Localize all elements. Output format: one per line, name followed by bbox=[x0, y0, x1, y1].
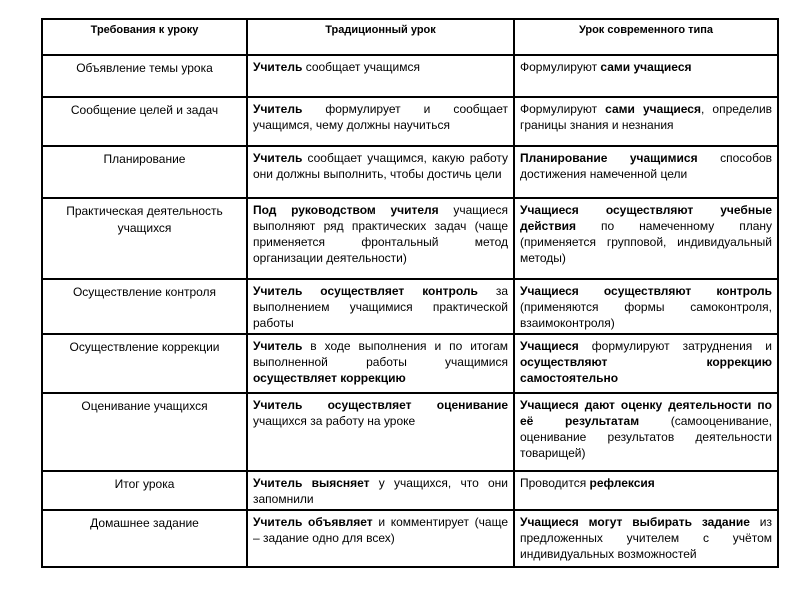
traditional-lesson-cell: Учитель в ходе выполнения и по итогам выполненной работы учащимися осуществляет коррекцию bbox=[247, 334, 514, 393]
traditional-lesson-cell: Под руководством учителя учащиеся выполняют ряд практических задач (чаще применяется фронтальный метод организации деятельности) bbox=[247, 198, 514, 279]
table-row bbox=[42, 393, 778, 471]
table-body bbox=[42, 55, 778, 567]
requirement-cell: Практическая деятельность учащихся bbox=[42, 198, 247, 279]
requirement-cell: Итог урока bbox=[42, 471, 247, 510]
modern-lesson-cell: Формулируют сами учащиеся, определив границы знания и незнания bbox=[514, 97, 778, 146]
modern-lesson-cell: Формулируют сами учащиеся bbox=[514, 55, 778, 97]
table-row bbox=[42, 279, 778, 334]
requirement-cell: Домашнее задание bbox=[42, 510, 247, 567]
table-row bbox=[42, 146, 778, 198]
table-row bbox=[42, 510, 778, 567]
requirement-cell: Осуществление коррекции bbox=[42, 334, 247, 393]
traditional-lesson-cell: Учитель объявляет и комментирует (чаще – задание одно для всех) bbox=[247, 510, 514, 567]
header-traditional-lesson: Традиционный урок bbox=[247, 19, 514, 55]
modern-lesson-cell: Учащиеся могут выбирать задание из предложенных учителем с учётом индивидуальных возможностей bbox=[514, 510, 778, 567]
requirement-cell: Объявление темы урока bbox=[42, 55, 247, 97]
requirement-cell: Сообщение целей и задач bbox=[42, 97, 247, 146]
requirement-cell: Оценивание учащихся bbox=[42, 393, 247, 471]
table-row bbox=[42, 198, 778, 279]
header-requirements: Требования к уроку bbox=[42, 19, 247, 55]
table-row bbox=[42, 55, 778, 97]
requirement-cell: Планирование bbox=[42, 146, 247, 198]
lesson-comparison-table bbox=[41, 18, 779, 568]
table-row bbox=[42, 97, 778, 146]
header-row bbox=[42, 19, 778, 55]
header-modern-lesson: Урок современного типа bbox=[514, 19, 778, 55]
requirement-cell: Осуществление контроля bbox=[42, 279, 247, 334]
modern-lesson-cell: Учащиеся дают оценку деятельности по её результатам (самооценивание, оценивание результатов деятельности товарищей) bbox=[514, 393, 778, 471]
traditional-lesson-cell: Учитель сообщает учащимся, какую работу они должны выполнить, чтобы достичь цели bbox=[247, 146, 514, 198]
traditional-lesson-cell: Учитель осуществляет оценивание учащихся за работу на уроке bbox=[247, 393, 514, 471]
traditional-lesson-cell: Учитель формулирует и сообщает учащимся, чему должны научиться bbox=[247, 97, 514, 146]
table-row bbox=[42, 334, 778, 393]
modern-lesson-cell: Проводится рефлексия bbox=[514, 471, 778, 510]
traditional-lesson-cell: Учитель осуществляет контроль за выполнением учащимися практической работы bbox=[247, 279, 514, 334]
table-row bbox=[42, 471, 778, 510]
modern-lesson-cell: Планирование учащимися способов достижения намеченной цели bbox=[514, 146, 778, 198]
modern-lesson-cell: Учащиеся формулируют затруднения и осуществляют коррекцию самостоятельно bbox=[514, 334, 778, 393]
traditional-lesson-cell: Учитель сообщает учащимся bbox=[247, 55, 514, 97]
modern-lesson-cell: Учащиеся осуществляют контроль (применяются формы самоконтроля, взаимоконтроля) bbox=[514, 279, 778, 334]
modern-lesson-cell: Учащиеся осуществляют учебные действия по намеченному плану (применяется групповой, индивидуальный методы) bbox=[514, 198, 778, 279]
traditional-lesson-cell: Учитель выясняет у учащихся, что они запомнили bbox=[247, 471, 514, 510]
